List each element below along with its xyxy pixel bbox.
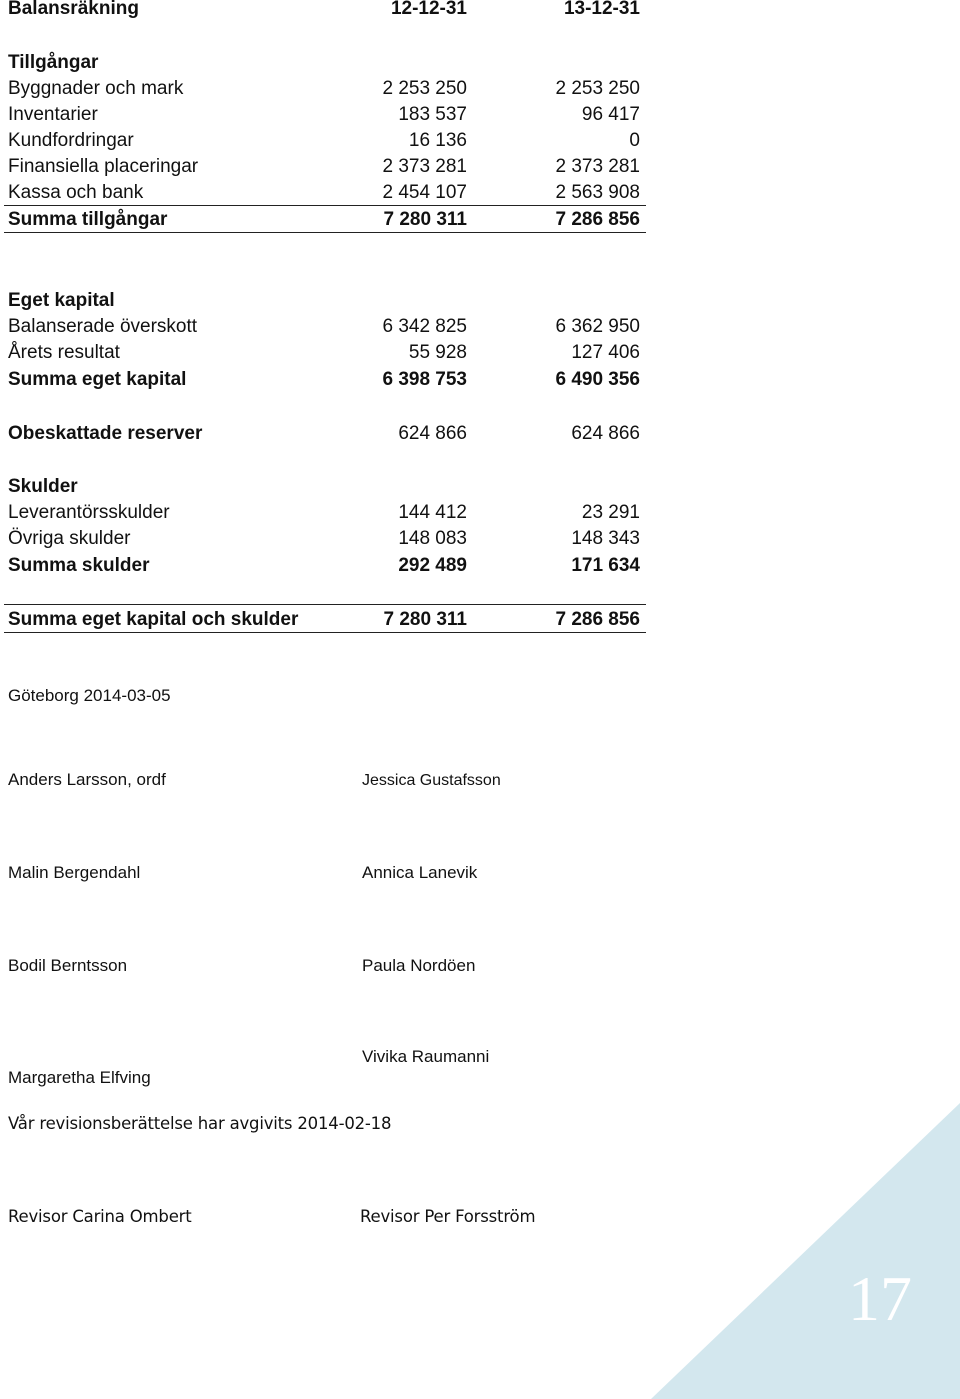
row-label: Balanserade överskott [8, 316, 198, 337]
row-value-2013: 2 373 281 [555, 156, 640, 177]
row-value-2013: 6 362 950 [555, 316, 640, 337]
signature-name: Jessica Gustafsson [362, 772, 501, 789]
signature-name: Margaretha Elfving [8, 1068, 151, 1087]
row-label: Kundfordringar [8, 130, 134, 151]
row-value-2012: 6 342 825 [382, 316, 467, 337]
divider-line [4, 232, 646, 233]
reserves-2012: 624 866 [398, 423, 467, 444]
signature-name: Malin Bergendahl [8, 863, 141, 882]
liabilities-total-2012: 292 489 [398, 555, 467, 576]
auditor-name: Revisor Carina Ombert [8, 1207, 192, 1226]
liabilities-total-label: Summa skulder [8, 555, 150, 576]
signature-name: Bodil Berntsson [8, 956, 128, 975]
divider-line [4, 205, 646, 206]
reserves-2013: 624 866 [571, 423, 640, 444]
row-value-2012: 2 253 250 [382, 78, 467, 99]
page-number: 17 [848, 1263, 912, 1334]
signature-name: Paula Nordöen [362, 956, 476, 975]
equity-total-2013: 6 490 356 [555, 369, 640, 390]
audit-note: Vår revisionsberättelse har avgivits 2014-02-18 [8, 1114, 392, 1133]
auditor-name: Revisor Per Forsström [360, 1207, 536, 1226]
row-label: Finansiella placeringar [8, 156, 199, 177]
row-value-2012: 183 537 [398, 104, 467, 125]
row-value-2013: 0 [629, 130, 640, 151]
equity-heading: Eget kapital [8, 290, 115, 311]
row-label: Årets resultat [8, 342, 120, 363]
row-value-2013: 148 343 [571, 528, 640, 549]
equity-total-2012: 6 398 753 [382, 369, 467, 390]
assets-total-2013: 7 286 856 [555, 209, 640, 230]
assets-total-label: Summa tillgångar [8, 209, 168, 230]
row-value-2012: 55 928 [408, 342, 467, 363]
row-label: Inventarier [8, 104, 98, 125]
row-value-2013: 96 417 [581, 104, 640, 125]
row-label: Leverantörsskulder [8, 502, 170, 523]
equity-total-label: Summa eget kapital [8, 369, 187, 390]
row-label: Byggnader och mark [8, 78, 184, 99]
column-header-2012: 12-12-31 [390, 0, 467, 19]
signature-name: Anders Larsson, ordf [8, 770, 166, 789]
assets-total-2012: 7 280 311 [383, 209, 467, 230]
grand-total-2013: 7 286 856 [555, 609, 640, 630]
row-value-2012: 16 136 [408, 130, 467, 151]
grand-total-2012: 7 280 311 [383, 609, 467, 630]
row-label: Övriga skulder [8, 528, 131, 549]
row-value-2013: 2 253 250 [555, 78, 640, 99]
divider-line [4, 632, 646, 633]
liabilities-heading: Skulder [8, 476, 78, 497]
signature-name: Vivika Raumanni [362, 1047, 490, 1066]
row-value-2012: 144 412 [398, 502, 467, 523]
row-value-2012: 2 373 281 [382, 156, 467, 177]
divider-line [4, 604, 646, 605]
row-value-2013: 2 563 908 [555, 182, 640, 203]
row-value-2013: 23 291 [581, 502, 640, 523]
row-label: Kassa och bank [8, 182, 144, 203]
place-date: Göteborg 2014-03-05 [8, 686, 171, 705]
row-value-2012: 148 083 [398, 528, 467, 549]
reserves-label: Obeskattade reserver [8, 423, 203, 444]
row-value-2012: 2 454 107 [382, 182, 467, 203]
column-header-2013: 13-12-31 [563, 0, 640, 19]
liabilities-total-2013: 171 634 [571, 555, 640, 576]
assets-heading: Tillgångar [8, 52, 99, 73]
table-title: Balansräkning [8, 0, 139, 19]
grand-total-label: Summa eget kapital och skulder [8, 609, 299, 630]
row-value-2013: 127 406 [571, 342, 640, 363]
signature-name: Annica Lanevik [362, 863, 478, 882]
page-corner-decoration [651, 1103, 960, 1399]
